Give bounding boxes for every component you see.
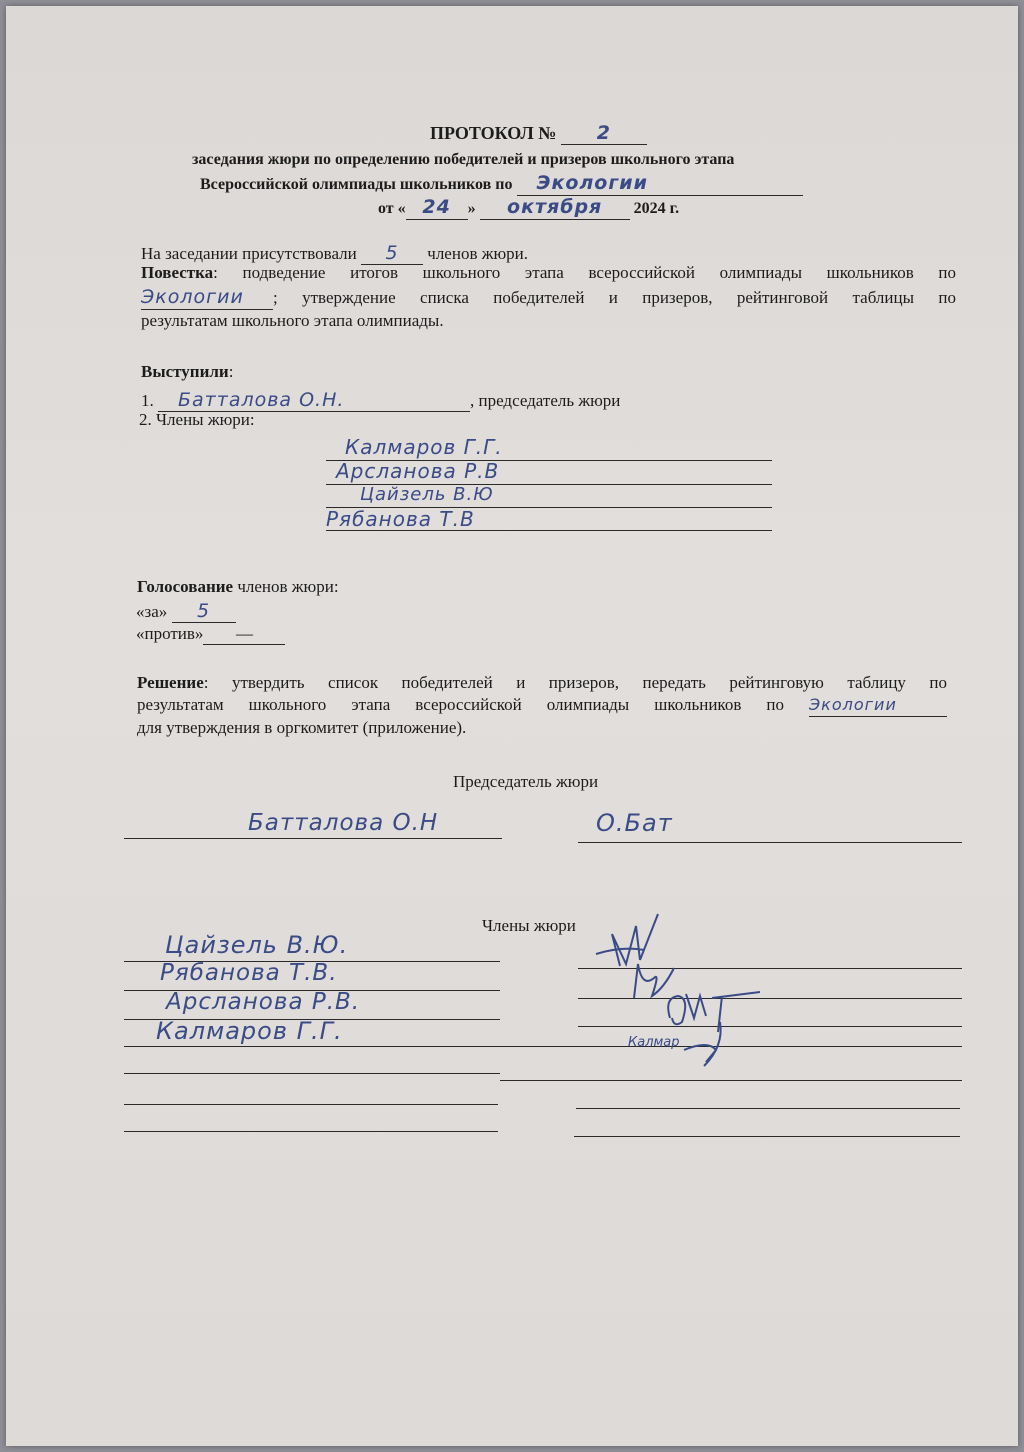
attendance-count: 5 xyxy=(385,242,399,264)
speaker-member-name: Калмаров Г.Г. xyxy=(345,435,503,459)
chair-signature-line xyxy=(578,842,962,843)
agenda-subject: Экологии xyxy=(141,286,244,308)
member-name-line xyxy=(124,1046,962,1047)
members-title: Члены жюри xyxy=(482,916,576,935)
voting-heading: Голосование членов жюри: xyxy=(137,577,339,596)
member-name-line xyxy=(124,1104,498,1105)
date-day: 24 xyxy=(422,196,451,218)
protocol-number: 2 xyxy=(596,122,611,144)
olympiad-line: Всероссийской олимпиады школьников по Экологии xyxy=(200,172,803,196)
decision-line-1: Решение: утвердить список победителей и призеров, передать рейтинговую таблицу по xyxy=(137,673,947,692)
member-name-line xyxy=(124,1073,500,1074)
speakers-members-label: 2. Члены жюри: xyxy=(139,410,255,429)
member-name-line xyxy=(124,1131,498,1132)
decision-subject: Экологии xyxy=(809,695,897,714)
vote-for-line: «за» 5 xyxy=(136,600,236,623)
date-month: октября xyxy=(507,196,603,218)
protocol-title: ПРОТОКОЛ № 2 xyxy=(430,122,647,145)
speakers-heading: Выступили: xyxy=(141,362,234,381)
speaker-chair-name: Батталова О.Н. xyxy=(178,389,345,411)
vote-against-value: — xyxy=(235,624,253,643)
chair-name-line xyxy=(124,838,502,839)
member-signature-line xyxy=(574,1136,960,1137)
protocol-subtitle: заседания жюри по определению победителей и призеров школьного этапа xyxy=(192,151,735,168)
member-signature-line xyxy=(500,1080,962,1081)
vote-for-value: 5 xyxy=(196,600,211,622)
member-signature-4: Калмар xyxy=(628,1035,680,1050)
member-name: Цайзель В.Ю. xyxy=(165,931,349,959)
member-signature-line xyxy=(576,1108,960,1109)
member-signature-line xyxy=(578,1026,962,1027)
date-line: от « 24 » октября 2024 г. xyxy=(378,196,680,218)
decision-line-2: результатам школьного этапа всероссийской олимпиады школьников по Экологии xyxy=(137,694,947,717)
member-name: Арсланова Р.В. xyxy=(166,989,361,1015)
member-name: Рябанова Т.В. xyxy=(160,960,338,986)
attendance-line: На заседании присутствовали 5 членов жюри. xyxy=(141,242,529,264)
speaker-member-name: Цайзель В.Ю xyxy=(360,484,494,505)
agenda-line-2: Экологии ; утверждение списка победителей и призеров, рейтинговой таблицы по xyxy=(141,286,956,308)
agenda-paragraph xyxy=(141,262,956,332)
speaker-member-name: Рябанова Т.В xyxy=(326,507,475,531)
chair-title: Председатель жюри xyxy=(453,772,599,791)
chair-name: Батталова О.Н xyxy=(248,810,439,836)
chair-signature: О.Бат xyxy=(596,809,673,837)
decision-paragraph xyxy=(137,672,947,739)
member-signature-4-stroke xyxy=(680,1020,740,1070)
agenda-line-3: результатам школьного этапа олимпиады. xyxy=(141,311,444,330)
agenda-line-1: Повестка: подведение итогов школьного этапа всероссийской олимпиады школьников по xyxy=(141,263,956,282)
subject-field: Экологии xyxy=(536,172,648,194)
member-name: Калмаров Г.Г. xyxy=(156,1017,343,1045)
speaker-member-name: Арсланова Р.В xyxy=(336,459,500,483)
speaker-chair-line: 1. Батталова О.Н. , председатель жюри xyxy=(141,389,621,411)
vote-against-line: «против» — xyxy=(136,624,285,645)
decision-line-3: для утверждения в оргкомитет (приложение). xyxy=(137,718,467,737)
